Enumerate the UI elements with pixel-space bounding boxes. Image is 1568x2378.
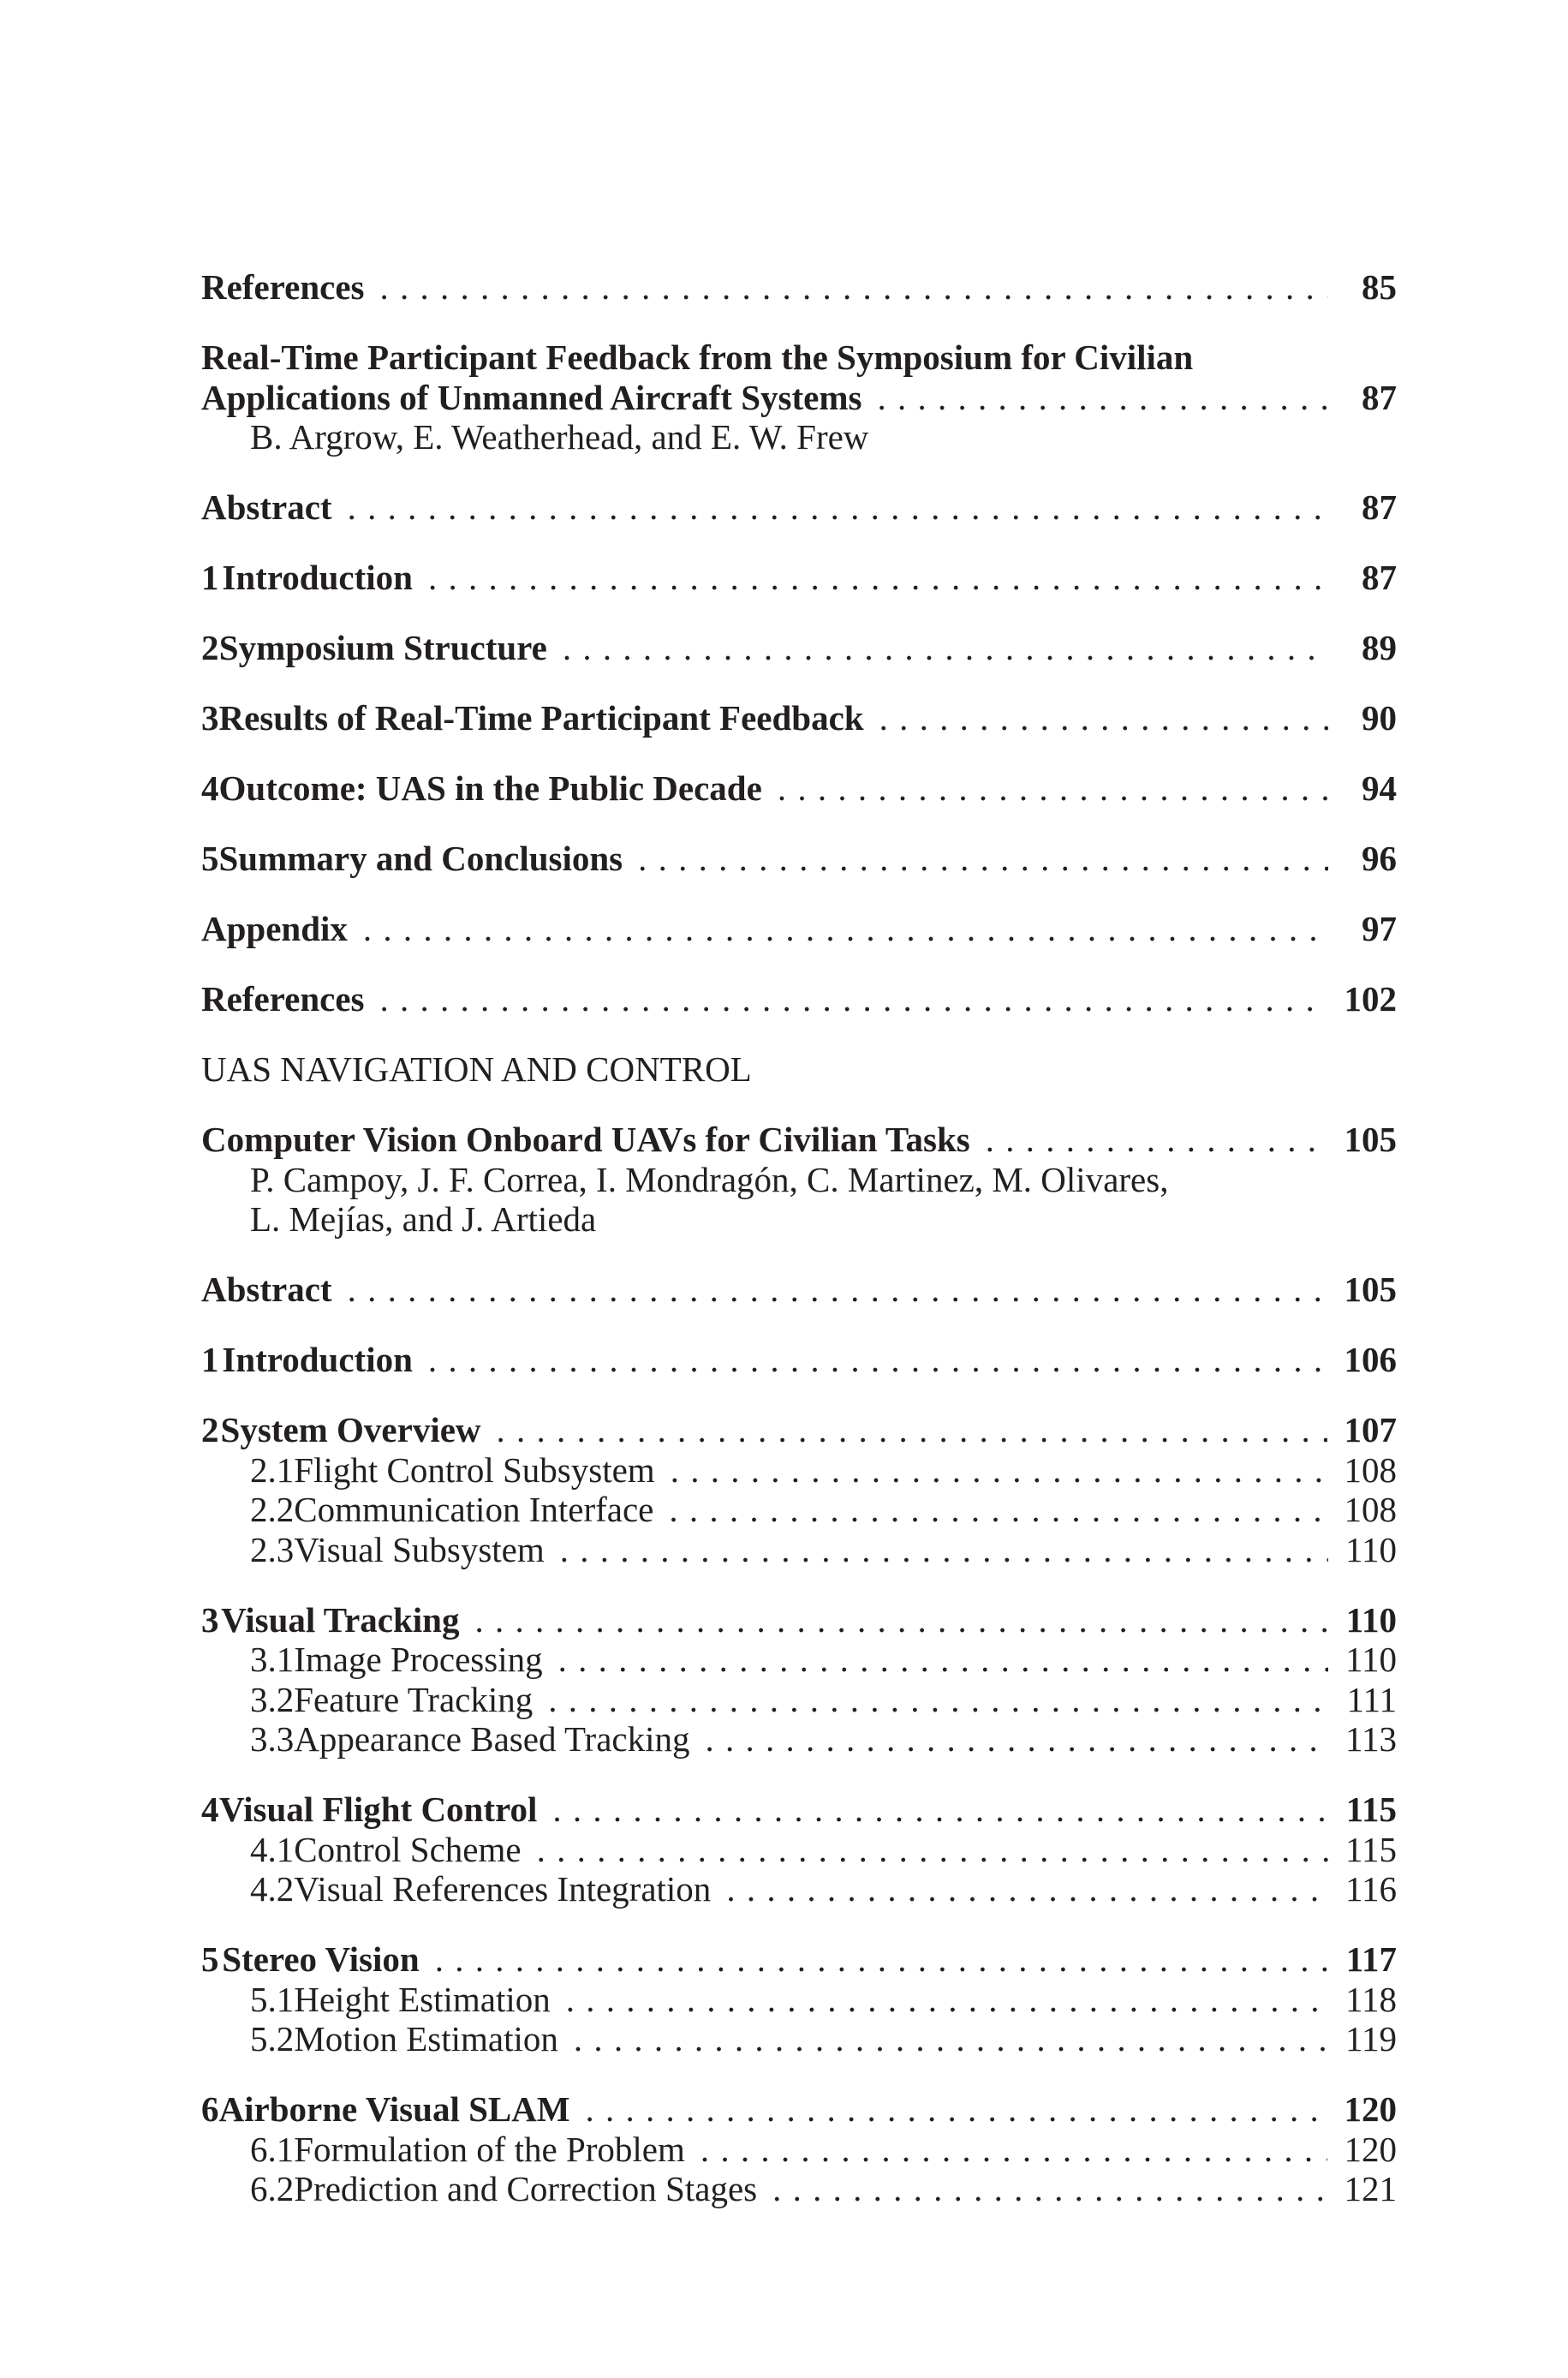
toc-entry-number: 6 bbox=[201, 2089, 219, 2129]
toc-entry-page: 90 bbox=[1362, 698, 1397, 738]
dot-leader bbox=[363, 909, 1328, 949]
toc-entry-label: Appendix bbox=[201, 909, 348, 948]
dot-leader bbox=[772, 2169, 1327, 2209]
toc-section[interactable] bbox=[201, 1789, 1397, 1830]
dot-leader bbox=[474, 1600, 1328, 1640]
toc-entry-page: 87 bbox=[1362, 558, 1397, 597]
chapter-title: Real-Time Participant Feedback from the Symposium for Civilian bbox=[201, 338, 1194, 377]
toc-entry-number: 4.2 bbox=[250, 1869, 295, 1909]
toc-entry-number: 5 bbox=[201, 1939, 219, 1979]
toc-entry-label: Image Processing bbox=[294, 1640, 543, 1679]
toc-entry-label: References bbox=[201, 267, 365, 307]
chapter-2-sections bbox=[201, 1410, 1397, 2209]
dot-leader bbox=[552, 1789, 1328, 1830]
toc-entry-page: 118 bbox=[1345, 1979, 1397, 2019]
toc-entry-page: 120 bbox=[1344, 2089, 1397, 2129]
dot-leader bbox=[348, 487, 1328, 528]
dot-leader bbox=[879, 698, 1328, 738]
toc-entry-number: 3.2 bbox=[250, 1679, 295, 1719]
toc-entry-page: 115 bbox=[1345, 1829, 1397, 1869]
toc-entry-number: 3 bbox=[201, 698, 219, 738]
toc-section[interactable] bbox=[201, 1410, 1397, 1450]
toc-entry-number: 2.3 bbox=[250, 1529, 295, 1569]
dot-leader bbox=[638, 839, 1328, 879]
toc-entry[interactable] bbox=[201, 628, 1397, 668]
chapter-authors bbox=[201, 417, 1397, 457]
dot-leader bbox=[348, 1270, 1327, 1310]
toc-entry-label: Appearance Based Tracking bbox=[294, 1719, 690, 1759]
toc-entry-page: 85 bbox=[1362, 267, 1397, 307]
toc-entry-label: Visual Tracking bbox=[221, 1599, 460, 1640]
dot-leader bbox=[428, 1340, 1327, 1380]
toc-entry-number: 3 bbox=[201, 1599, 219, 1640]
toc-entry-page: 110 bbox=[1345, 1529, 1397, 1569]
dot-leader bbox=[574, 2019, 1328, 2059]
chapter-authors-line-1 bbox=[201, 1160, 1397, 1200]
toc-entry-number: 2 bbox=[201, 1410, 219, 1449]
toc-subsection[interactable] bbox=[201, 1980, 1397, 2020]
toc-entry-number: 4 bbox=[201, 1789, 219, 1829]
toc-entry-label: Outcome: UAS in the Public Decade bbox=[218, 768, 762, 808]
toc-entry-label: Symposium Structure bbox=[218, 628, 547, 667]
dot-leader bbox=[560, 1530, 1328, 1570]
dot-leader bbox=[877, 378, 1328, 418]
toc-entry-label: Flight Control Subsystem bbox=[294, 1449, 655, 1490]
authors-text: B. Argrow, E. Weatherhead, and E. W. Frew bbox=[250, 417, 869, 457]
dot-leader bbox=[379, 267, 1328, 308]
toc-entry-page: 106 bbox=[1344, 1340, 1397, 1379]
toc-subsection[interactable] bbox=[201, 2169, 1397, 2209]
toc-entry-number: 3.1 bbox=[250, 1640, 295, 1679]
dot-leader bbox=[558, 1640, 1328, 1680]
toc-entry-page: 102 bbox=[1344, 979, 1397, 1019]
toc-subsection[interactable] bbox=[201, 1719, 1397, 1760]
authors-text: P. Campoy, J. F. Correa, I. Mondragón, C. Martinez, M. Olivares, bbox=[250, 1159, 1169, 1199]
authors-text: L. Mejías, and J. Artieda bbox=[250, 1199, 597, 1239]
toc-entry-page: 96 bbox=[1362, 839, 1397, 878]
toc-section[interactable] bbox=[201, 1600, 1397, 1640]
toc-entry-label: Introduction bbox=[222, 558, 413, 597]
chapter-page: 105 bbox=[1344, 1120, 1397, 1159]
toc-entry-page: 121 bbox=[1344, 2169, 1397, 2208]
toc-entry-label: Introduction bbox=[222, 1340, 413, 1379]
toc-entry[interactable] bbox=[201, 979, 1397, 1019]
toc-entry-page: 108 bbox=[1344, 1490, 1397, 1529]
dot-leader bbox=[537, 1830, 1328, 1870]
toc-entry-page: 105 bbox=[1344, 1270, 1397, 1309]
toc-subsection[interactable] bbox=[201, 1869, 1397, 1909]
toc-entry-page: 94 bbox=[1362, 768, 1397, 808]
toc-entry-page: 116 bbox=[1345, 1869, 1397, 1909]
toc-entry-page: 113 bbox=[1345, 1719, 1397, 1759]
toc-entry-page: 89 bbox=[1362, 628, 1397, 667]
dot-leader bbox=[428, 558, 1328, 598]
toc-subsection[interactable] bbox=[201, 1680, 1397, 1720]
chapter-1-entries bbox=[201, 457, 1397, 1050]
toc-section[interactable] bbox=[201, 1939, 1397, 1980]
chapter-title: Computer Vision Onboard UAVs for Civilian Tasks bbox=[201, 1120, 970, 1159]
toc-entry-page: 107 bbox=[1344, 1410, 1397, 1449]
part-heading bbox=[201, 1049, 1397, 1090]
chapter-authors-line-2 bbox=[201, 1199, 1397, 1240]
toc-entry-abstract[interactable] bbox=[201, 1270, 1397, 1310]
toc-entry-number: 6.1 bbox=[250, 2129, 295, 2169]
toc-entry[interactable] bbox=[201, 698, 1397, 738]
dot-leader bbox=[379, 979, 1327, 1019]
toc-entry-label: References bbox=[201, 979, 365, 1019]
toc-entry-number: 6.2 bbox=[250, 2169, 295, 2208]
toc-entry-page: 110 bbox=[1345, 1599, 1397, 1640]
toc-entry-page: 117 bbox=[1345, 1939, 1397, 1979]
toc-entry-number: 1 bbox=[201, 1340, 219, 1379]
toc-entry-label: Abstract bbox=[201, 1270, 332, 1309]
dot-leader bbox=[726, 1869, 1328, 1909]
toc-entry-label: Control Scheme bbox=[294, 1829, 522, 1869]
toc-entry-label: Height Estimation bbox=[294, 1979, 551, 2019]
dot-leader bbox=[986, 1120, 1327, 1160]
toc-entry-introduction[interactable] bbox=[201, 1340, 1397, 1380]
part-heading-text: UAS NAVIGATION AND CONTROL bbox=[201, 1049, 752, 1089]
toc-entry-number: 5.2 bbox=[250, 2019, 295, 2058]
dot-leader bbox=[671, 1450, 1327, 1491]
toc-entry-page: 120 bbox=[1344, 2129, 1397, 2169]
toc-subsection[interactable] bbox=[201, 2019, 1397, 2059]
chapter-page: 87 bbox=[1362, 377, 1397, 417]
toc-entry-label: Communication Interface bbox=[294, 1490, 654, 1529]
toc-subsection[interactable] bbox=[201, 1490, 1397, 1530]
toc-section[interactable] bbox=[201, 2089, 1397, 2130]
dot-leader bbox=[435, 1939, 1328, 1980]
dot-leader bbox=[778, 768, 1328, 809]
toc-entry-label: Feature Tracking bbox=[294, 1679, 534, 1719]
toc-entry-page: 119 bbox=[1345, 2019, 1397, 2058]
toc-entry-page: 87 bbox=[1362, 487, 1397, 527]
toc-entry-label: Abstract bbox=[201, 487, 332, 527]
dot-leader bbox=[701, 2130, 1327, 2170]
toc-entry-label: Prediction and Correction Stages bbox=[294, 2169, 758, 2208]
toc-entry[interactable] bbox=[201, 487, 1397, 528]
dot-leader bbox=[586, 2089, 1327, 2130]
toc-entry-number: 5.1 bbox=[250, 1979, 295, 2019]
toc-entry-number: 1 bbox=[201, 558, 219, 597]
toc-subsection[interactable] bbox=[201, 1830, 1397, 1870]
toc-entry-label: Airborne Visual SLAM bbox=[218, 2089, 570, 2129]
toc-entry-number: 2 bbox=[201, 628, 219, 667]
toc-entry-page: 108 bbox=[1344, 1449, 1397, 1490]
toc-entry-number: 5 bbox=[201, 839, 219, 878]
toc-entry-label: Motion Estimation bbox=[294, 2019, 558, 2058]
toc-entry-label: Formulation of the Problem bbox=[294, 2129, 685, 2169]
toc-entry-page: 97 bbox=[1362, 909, 1397, 948]
toc-entry-label: Stereo Vision bbox=[222, 1939, 420, 1979]
dot-leader bbox=[706, 1719, 1328, 1760]
toc-entry-label: Visual Subsystem bbox=[294, 1529, 545, 1569]
toc-entry-label: System Overview bbox=[220, 1410, 481, 1449]
chapter-title: Applications of Unmanned Aircraft Systems bbox=[201, 377, 862, 417]
toc-entry[interactable] bbox=[201, 909, 1397, 949]
toc-subsection[interactable] bbox=[201, 2130, 1397, 2170]
dot-leader bbox=[497, 1410, 1327, 1450]
toc-entry-label: Results of Real-Time Participant Feedback bbox=[218, 698, 864, 738]
toc-entry-page: 115 bbox=[1345, 1789, 1397, 1829]
toc-entry-label: Visual Flight Control bbox=[219, 1789, 538, 1829]
toc-subsection[interactable] bbox=[201, 1450, 1397, 1491]
toc-entry-number: 2.2 bbox=[250, 1490, 295, 1529]
toc-entry-page: 111 bbox=[1346, 1679, 1397, 1719]
toc-subsection[interactable] bbox=[201, 1530, 1397, 1570]
table-of-contents bbox=[201, 267, 1397, 2209]
chapter-title-line[interactable] bbox=[201, 1120, 1397, 1160]
toc-entry-references[interactable] bbox=[201, 267, 1397, 308]
toc-entry-label: Visual References Integration bbox=[294, 1869, 712, 1909]
toc-entry-number: 4.1 bbox=[250, 1829, 295, 1869]
toc-subsection[interactable] bbox=[201, 1640, 1397, 1680]
chapter-title-line-2[interactable] bbox=[201, 378, 1397, 418]
dot-leader bbox=[563, 628, 1328, 668]
dot-leader bbox=[669, 1490, 1327, 1530]
toc-entry-number: 4 bbox=[201, 768, 219, 808]
chapter-title-line-1[interactable] bbox=[201, 338, 1397, 378]
toc-entry-number: 2.1 bbox=[250, 1449, 295, 1490]
dot-leader bbox=[548, 1680, 1328, 1720]
toc-entry-number: 3.3 bbox=[250, 1719, 295, 1759]
dot-leader bbox=[566, 1980, 1328, 2020]
toc-entry[interactable] bbox=[201, 558, 1397, 598]
toc-entry[interactable] bbox=[201, 839, 1397, 879]
toc-entry[interactable] bbox=[201, 768, 1397, 809]
toc-entry-label: Summary and Conclusions bbox=[218, 839, 623, 878]
toc-entry-page: 110 bbox=[1345, 1640, 1397, 1679]
